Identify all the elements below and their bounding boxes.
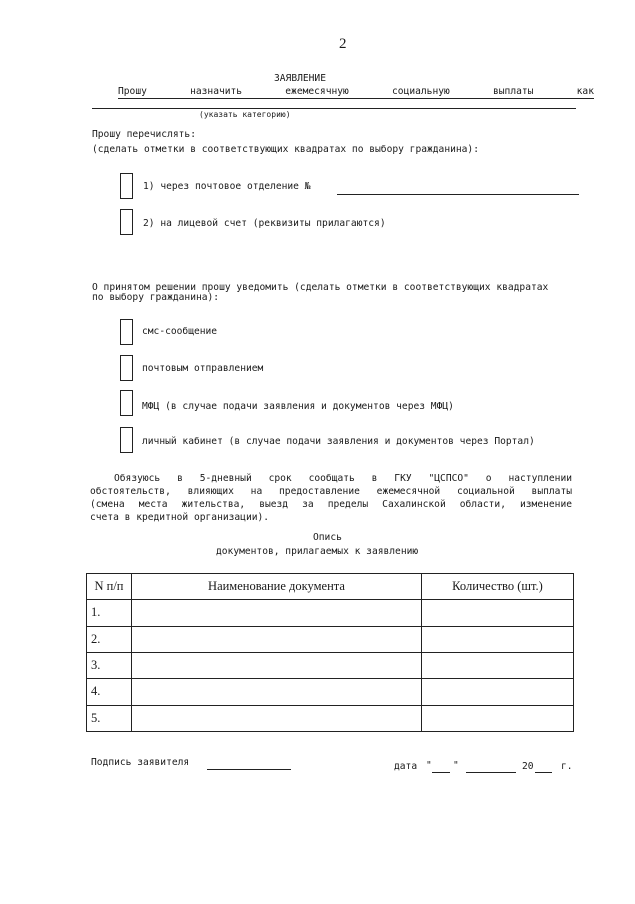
request-underline[interactable] <box>118 98 594 99</box>
obligation-line: счета в кредитной организации). <box>90 512 270 523</box>
row-number: 4. <box>87 679 132 705</box>
transfer-post-label: 1) через почтовое отделение № <box>143 181 311 192</box>
date-quote-close: " <box>453 760 459 771</box>
quantity-cell[interactable] <box>422 652 574 678</box>
inventory-subtitle: документов, прилагаемых к заявлению <box>216 546 419 557</box>
document-name-cell[interactable] <box>132 679 422 705</box>
date-quote-open: " <box>426 760 432 771</box>
notify-post-label: почтовым отправлением <box>142 363 264 374</box>
transfer-post-checkbox[interactable] <box>120 173 133 199</box>
notify-sms-label: смс-сообщение <box>142 326 218 337</box>
inventory-title: Опись <box>313 532 342 543</box>
column-header-number: N п/п <box>87 574 132 600</box>
form-title: ЗАЯВЛЕНИЕ <box>274 73 326 84</box>
obligation-line: (смена места жительства, выезд за пределы Сахалинской области, изменение <box>90 499 572 510</box>
table-row <box>87 652 574 678</box>
signature-label: Подпись заявителя <box>91 757 190 768</box>
date-year-prefix: 20 <box>522 761 534 772</box>
table-row <box>87 626 574 652</box>
quantity-cell[interactable] <box>422 705 574 731</box>
table-header-row <box>87 574 574 600</box>
document-name-cell[interactable] <box>132 600 422 626</box>
row-number: 5. <box>87 705 132 731</box>
request-word: выплаты <box>493 86 534 97</box>
request-word: социальную <box>392 86 450 97</box>
notify-sms-checkbox[interactable] <box>120 319 133 345</box>
document-name-cell[interactable] <box>132 705 422 731</box>
category-hint: (указать категорию) <box>199 110 291 119</box>
notify-post-checkbox[interactable] <box>120 355 133 381</box>
obligation-paragraph <box>90 473 572 525</box>
request-word: ежемесячную <box>285 86 349 97</box>
transfer-heading: Прошу перечислять: <box>92 129 196 140</box>
notify-heading-1: О принятом решении прошу уведомить (сделать отметки в соответствующих квадратах <box>92 282 549 293</box>
request-line-text <box>118 86 594 97</box>
table-row <box>87 705 574 731</box>
transfer-account-checkbox[interactable] <box>120 209 133 235</box>
date-day-field[interactable] <box>432 772 450 773</box>
notify-mfc-checkbox[interactable] <box>120 390 133 416</box>
quantity-cell[interactable] <box>422 679 574 705</box>
transfer-account-label: 2) на лицевой счет (реквизиты прилагаются) <box>143 218 386 229</box>
document-name-cell[interactable] <box>132 652 422 678</box>
obligation-line: обстоятельств, влияющих на предоставление ежемесячной социальной выплаты <box>90 486 572 497</box>
signature-field[interactable] <box>207 769 291 770</box>
request-word: Прошу <box>118 86 147 97</box>
request-word: как <box>576 86 594 97</box>
obligation-line: Обязуюсь в 5-дневный срок сообщать в ГКУ "ЦСПСО" о наступлении <box>114 473 572 484</box>
notify-mfc-label: МФЦ (в случае подачи заявления и документов через МФЦ) <box>142 401 454 412</box>
notify-portal-label: личный кабинет (в случае подачи заявления и документов через Портал) <box>142 436 535 447</box>
date-year-field[interactable] <box>535 772 552 773</box>
date-month-field[interactable] <box>466 772 516 773</box>
documents-table <box>86 573 574 732</box>
category-underline[interactable] <box>92 108 576 109</box>
transfer-instruction: (сделать отметки в соответствующих квадратах по выбору гражданина): <box>92 144 479 155</box>
date-year-suffix: г. <box>561 761 573 772</box>
table-row <box>87 679 574 705</box>
notify-portal-checkbox[interactable] <box>120 427 133 453</box>
quantity-cell[interactable] <box>422 600 574 626</box>
table-row <box>87 600 574 626</box>
date-label: дата <box>394 761 418 772</box>
row-number: 2. <box>87 626 132 652</box>
notify-heading-2: по выбору гражданина): <box>92 292 220 303</box>
quantity-cell[interactable] <box>422 626 574 652</box>
row-number: 3. <box>87 652 132 678</box>
page-number: 2 <box>339 36 347 52</box>
column-header-document: Наименование документа <box>132 574 422 600</box>
row-number: 1. <box>87 600 132 626</box>
document-name-cell[interactable] <box>132 626 422 652</box>
column-header-quantity: Количество (шт.) <box>422 574 574 600</box>
post-office-number-field[interactable] <box>337 194 579 195</box>
request-word: назначить <box>190 86 243 97</box>
